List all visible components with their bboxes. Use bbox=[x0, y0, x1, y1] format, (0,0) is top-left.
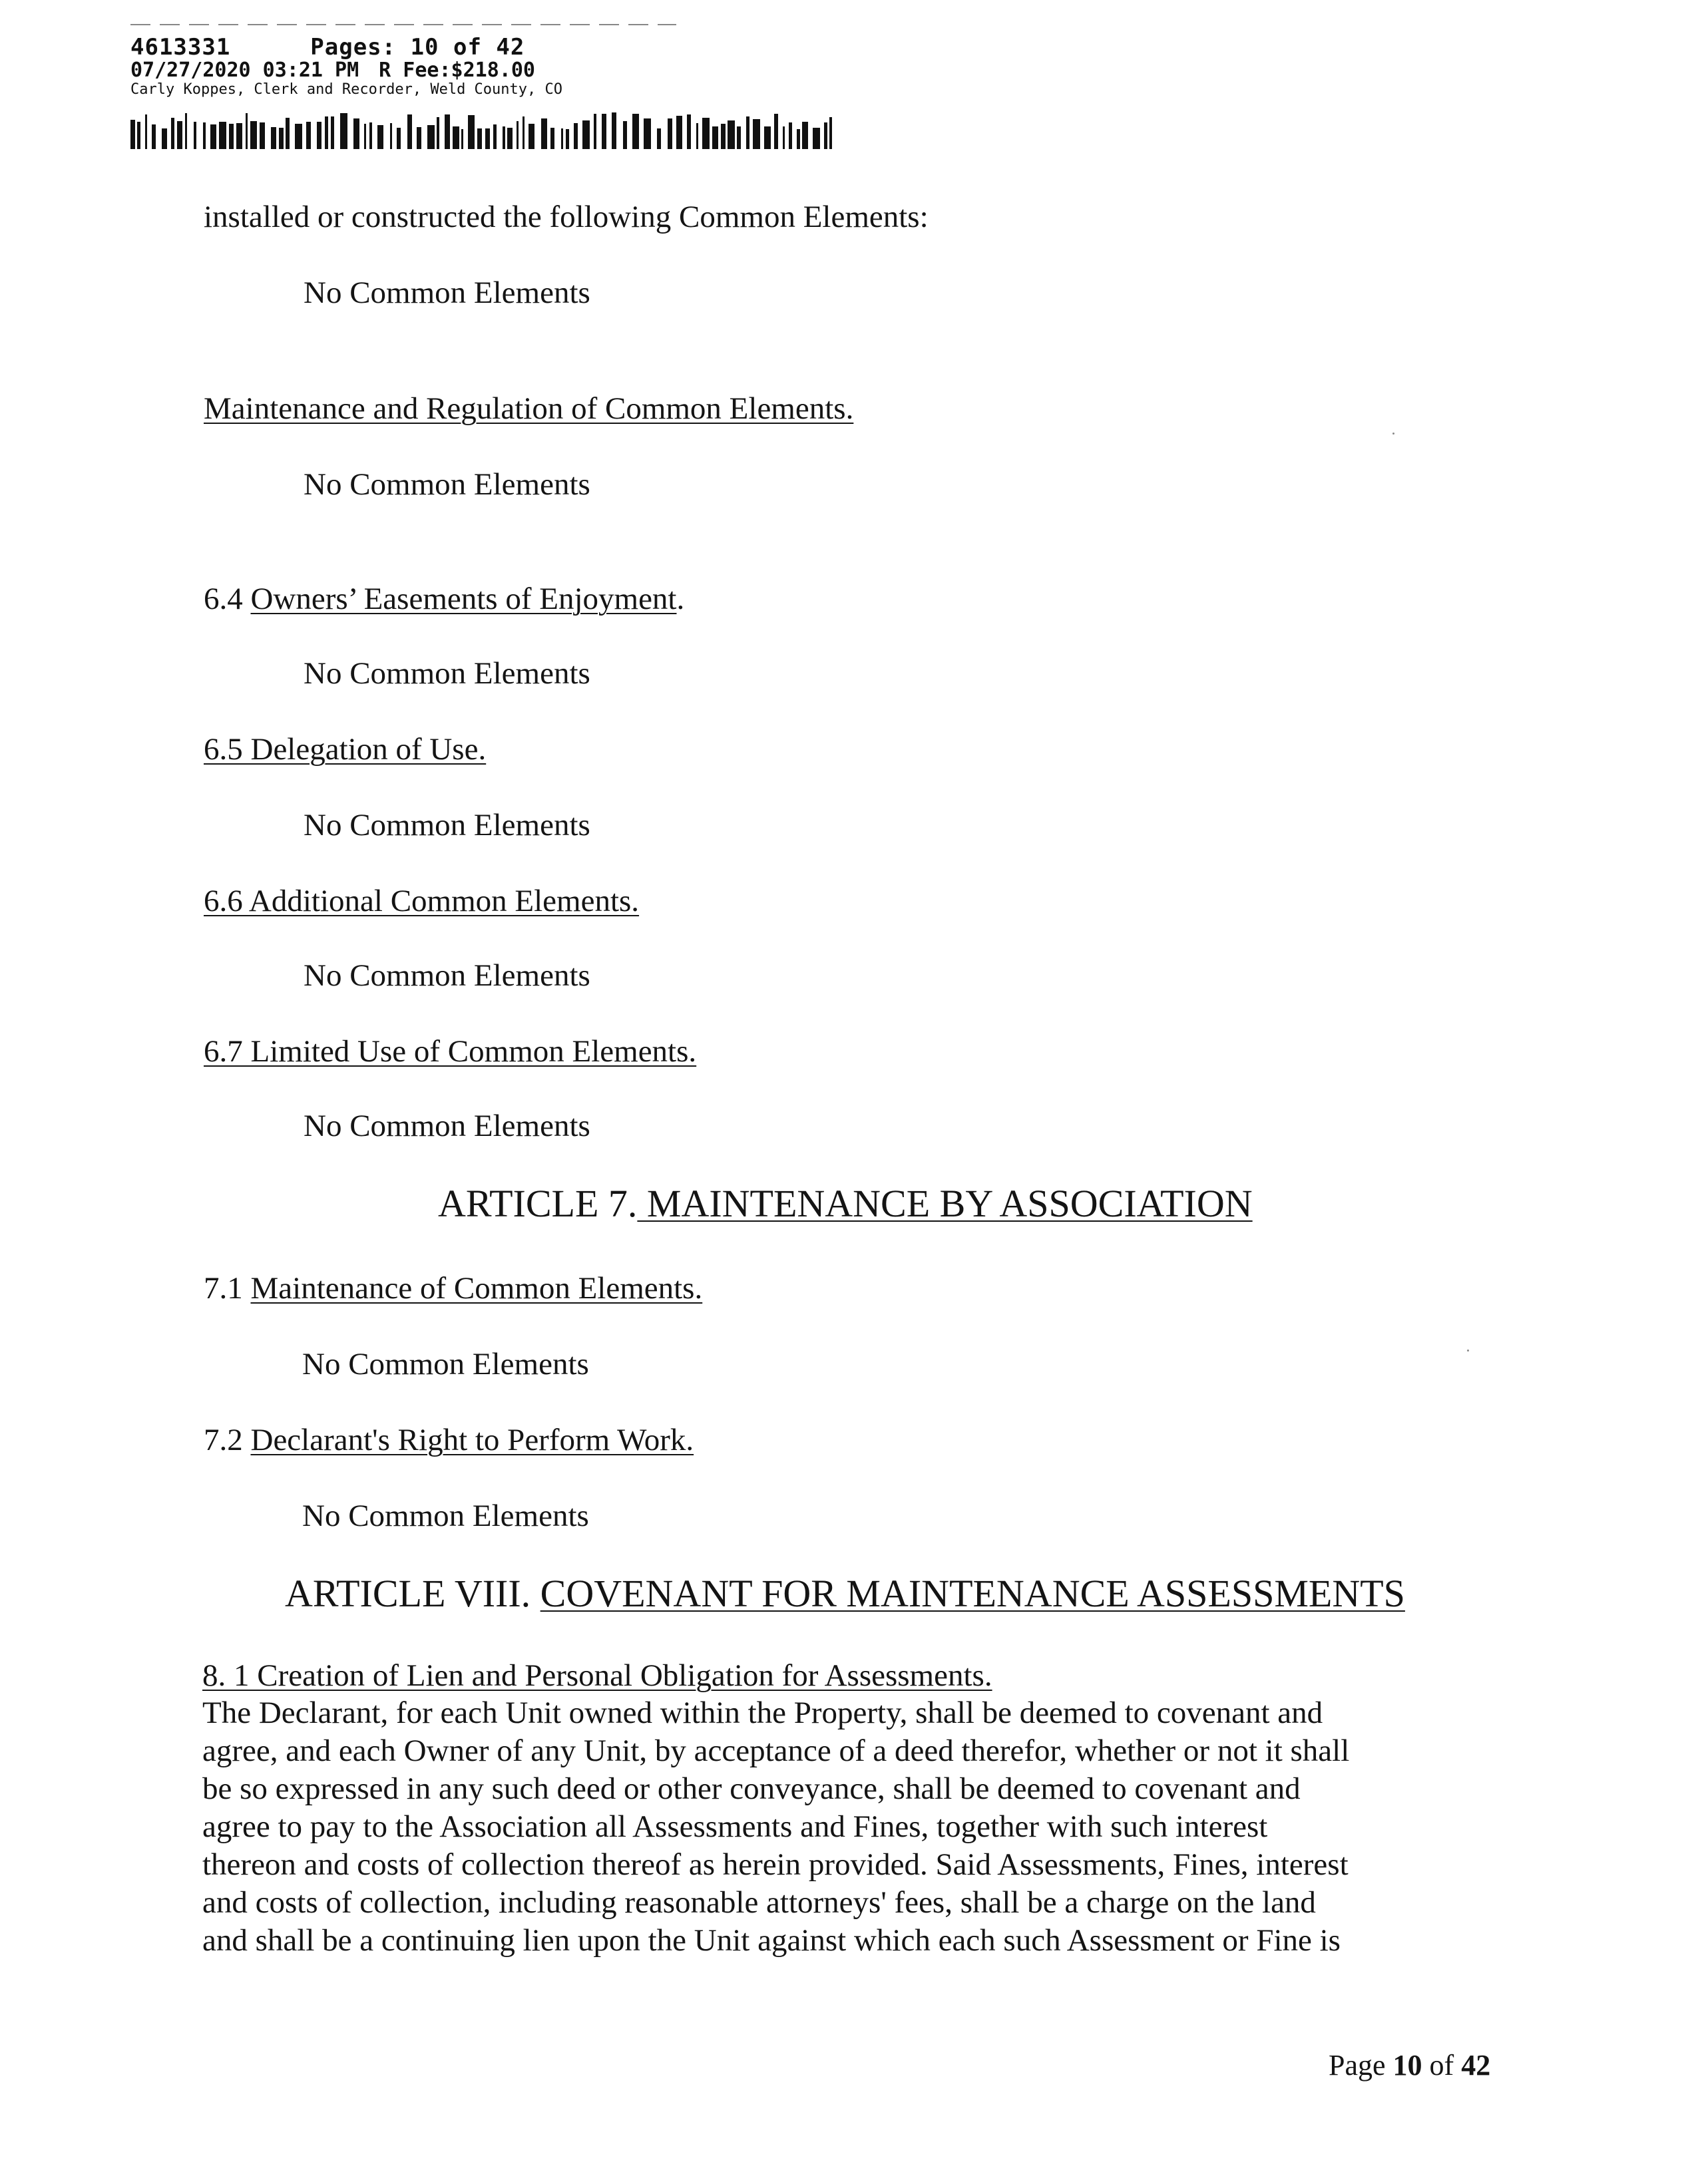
section-6-4-number: 6.4 bbox=[204, 582, 251, 616]
section-6-4-heading bbox=[204, 580, 684, 618]
barcode-bar bbox=[561, 128, 563, 149]
barcode-bar bbox=[687, 114, 691, 149]
barcode-bar bbox=[407, 114, 412, 149]
barcode-bar bbox=[728, 120, 735, 149]
barcode-bar bbox=[397, 128, 401, 149]
section-7-2-number: 7.2 bbox=[204, 1423, 251, 1457]
barcode-bar bbox=[574, 123, 578, 149]
barcode-bar bbox=[171, 118, 174, 149]
section-7-2-title: Declarant's Right to Perform Work. bbox=[250, 1423, 694, 1457]
section-7-2-heading bbox=[204, 1421, 694, 1459]
barcode-bar bbox=[612, 112, 616, 149]
barcode-bar bbox=[632, 114, 639, 149]
barcode-bar bbox=[602, 114, 606, 149]
article-8-heading bbox=[285, 1572, 1405, 1616]
paragraph-line: thereon and costs of collection thereof as herein provided. Said Assessments, Fines, interest bbox=[202, 1847, 1349, 1882]
barcode-bar bbox=[657, 128, 661, 149]
barcode-bar bbox=[623, 121, 627, 149]
section-8-1-title: 8. 1 Creation of Lien and Personal Obligation for Assessments. bbox=[202, 1658, 992, 1693]
barcode bbox=[130, 112, 849, 149]
barcode-bar bbox=[802, 122, 808, 149]
barcode-bar bbox=[737, 126, 741, 149]
barcode-bar bbox=[353, 118, 359, 149]
article-8-title: COVENANT FOR MAINTENANCE ASSESSMENTS bbox=[540, 1572, 1405, 1615]
section-6-4-title: Owners’ Easements of Enjoyment bbox=[250, 582, 677, 616]
barcode-bar bbox=[260, 122, 265, 149]
barcode-bar bbox=[529, 124, 534, 149]
section-6-5-value: No Common Elements bbox=[304, 808, 590, 842]
barcode-bar bbox=[390, 123, 392, 149]
section-6-7-value: No Common Elements bbox=[304, 1109, 590, 1143]
barcode-bar bbox=[517, 121, 519, 149]
scan-artifact-line bbox=[130, 24, 676, 25]
intro-value: No Common Elements bbox=[304, 275, 590, 310]
barcode-bar bbox=[417, 127, 421, 149]
paragraph-line: The Declarant, for each Unit owned within the Property, shall be deemed to covenant and bbox=[202, 1696, 1323, 1730]
paragraph-line: agree to pay to the Association all Assessments and Fines, together with such interest bbox=[202, 1809, 1268, 1844]
barcode-bar bbox=[340, 113, 347, 149]
barcode-bar bbox=[668, 118, 672, 149]
barcode-bar bbox=[137, 122, 140, 149]
footer-middle: of bbox=[1422, 2049, 1462, 2082]
paragraph-line: agree, and each Owner of any Unit, by acceptance of a deed therefor, whether or not it shall bbox=[202, 1733, 1350, 1768]
section-6-3-title: Maintenance and Regulation of Common Elements. bbox=[204, 391, 854, 426]
section-6-7-title: 6.7 Limited Use of Common Elements. bbox=[204, 1034, 697, 1069]
barcode-bar bbox=[644, 118, 651, 149]
section-6-5-title: 6.5 Delegation of Use. bbox=[204, 732, 487, 767]
footer-total-pages: 42 bbox=[1461, 2049, 1491, 2082]
section-7-1-title: Maintenance of Common Elements. bbox=[250, 1271, 703, 1306]
barcode-bar bbox=[185, 113, 187, 149]
article-7-heading bbox=[438, 1182, 1253, 1226]
pages-count: Pages: 10 of 42 bbox=[310, 34, 525, 61]
barcode-bar bbox=[364, 124, 366, 149]
barcode-bar bbox=[286, 118, 290, 149]
section-6-4-suffix: . bbox=[676, 582, 685, 616]
section-6-3-heading bbox=[204, 390, 853, 427]
barcode-bar bbox=[271, 127, 276, 149]
barcode-bar bbox=[427, 125, 435, 149]
intro-line: installed or constructed the following Common Elements: bbox=[204, 200, 929, 234]
section-6-6-value: No Common Elements bbox=[304, 958, 590, 993]
page-footer bbox=[1329, 2048, 1490, 2082]
barcode-bar bbox=[453, 126, 459, 149]
section-6-4-value: No Common Elements bbox=[304, 656, 590, 691]
barcode-bar bbox=[774, 114, 778, 149]
paragraph-line: and shall be a continuing lien upon the Unit against which each such Assessment or Fine is bbox=[202, 1923, 1341, 1958]
section-6-6-title: 6.6 Additional Common Elements. bbox=[204, 884, 640, 918]
article-7-prefix: ARTICLE 7. bbox=[438, 1182, 638, 1225]
barcode-bar bbox=[764, 126, 771, 149]
recording-fee: R Fee:$218.00 bbox=[379, 59, 535, 82]
footer-prefix: Page bbox=[1329, 2049, 1393, 2082]
barcode-bar bbox=[582, 120, 590, 149]
article-7-title: MAINTENANCE BY ASSOCIATION bbox=[637, 1182, 1253, 1225]
barcode-bar bbox=[177, 121, 182, 149]
barcode-bar bbox=[789, 122, 792, 149]
barcode-bar bbox=[523, 116, 525, 149]
barcode-bar bbox=[712, 126, 718, 149]
barcode-bar bbox=[369, 122, 372, 149]
section-6-7-heading bbox=[204, 1033, 696, 1070]
barcode-bar bbox=[550, 128, 554, 149]
barcode-bar bbox=[279, 128, 284, 149]
barcode-bar bbox=[507, 128, 513, 149]
barcode-bar bbox=[702, 118, 710, 149]
barcode-bar bbox=[676, 116, 682, 149]
section-8-1-paragraph bbox=[202, 1694, 1349, 1960]
barcode-bar bbox=[813, 128, 820, 149]
section-6-3-value: No Common Elements bbox=[304, 467, 590, 502]
barcode-bar bbox=[721, 124, 726, 149]
section-7-1-heading bbox=[204, 1270, 702, 1307]
barcode-bar bbox=[566, 129, 569, 149]
recording-datetime: 07/27/2020 03:21 PM bbox=[130, 59, 359, 82]
barcode-bar bbox=[210, 124, 216, 149]
section-6-5-heading bbox=[204, 731, 486, 768]
footer-current-page: 10 bbox=[1392, 2049, 1422, 2082]
barcode-bar bbox=[829, 117, 832, 149]
barcode-bar bbox=[477, 128, 482, 149]
barcode-bar bbox=[317, 122, 321, 149]
barcode-bar bbox=[493, 124, 497, 149]
barcode-bar bbox=[461, 129, 463, 149]
barcode-bar bbox=[445, 114, 450, 149]
barcode-bar bbox=[797, 129, 800, 149]
barcode-bar bbox=[246, 113, 248, 149]
section-7-1-number: 7.1 bbox=[204, 1271, 251, 1306]
barcode-bar bbox=[485, 128, 490, 149]
barcode-bar bbox=[753, 119, 760, 149]
barcode-bar bbox=[696, 123, 698, 149]
barcode-bar bbox=[236, 123, 242, 149]
barcode-bar bbox=[295, 124, 302, 149]
scan-speck bbox=[1392, 433, 1394, 435]
barcode-bar bbox=[783, 126, 785, 149]
barcode-bar bbox=[331, 116, 334, 149]
section-7-1-value: No Common Elements bbox=[302, 1347, 589, 1381]
barcode-bar bbox=[503, 126, 505, 149]
barcode-bar bbox=[746, 116, 749, 149]
barcode-bar bbox=[306, 122, 311, 149]
recorder-name: Carly Koppes, Clerk and Recorder, Weld County, CO bbox=[130, 81, 563, 98]
barcode-bar bbox=[824, 122, 827, 149]
barcode-bar bbox=[229, 124, 234, 149]
barcode-bar bbox=[194, 122, 196, 149]
barcode-bar bbox=[468, 115, 475, 149]
barcode-bar bbox=[203, 122, 206, 149]
barcode-bar bbox=[145, 114, 147, 149]
barcode-bar bbox=[130, 120, 135, 149]
article-8-prefix: ARTICLE VIII. bbox=[285, 1572, 540, 1615]
barcode-bar bbox=[162, 128, 167, 149]
barcode-bar bbox=[152, 124, 156, 149]
scan-speck bbox=[1467, 1350, 1469, 1352]
section-8-1-heading bbox=[202, 1657, 992, 1694]
barcode-bar bbox=[325, 116, 328, 149]
barcode-bar bbox=[437, 117, 439, 149]
section-7-2-value: No Common Elements bbox=[302, 1499, 589, 1533]
barcode-bar bbox=[219, 122, 226, 149]
paragraph-line: and costs of collection, including reasonable attorneys' fees, shall be a charge on the land bbox=[202, 1885, 1316, 1920]
barcode-bar bbox=[377, 125, 383, 149]
recording-stamp bbox=[130, 35, 562, 98]
section-6-6-heading bbox=[204, 882, 639, 920]
barcode-bar bbox=[250, 121, 257, 149]
barcode-bar bbox=[541, 118, 547, 149]
paragraph-line: be so expressed in any such deed or other conveyance, shall be deemed to covenant and bbox=[202, 1771, 1301, 1806]
reception-number: 4613331 bbox=[130, 34, 231, 61]
barcode-bar bbox=[594, 114, 596, 149]
